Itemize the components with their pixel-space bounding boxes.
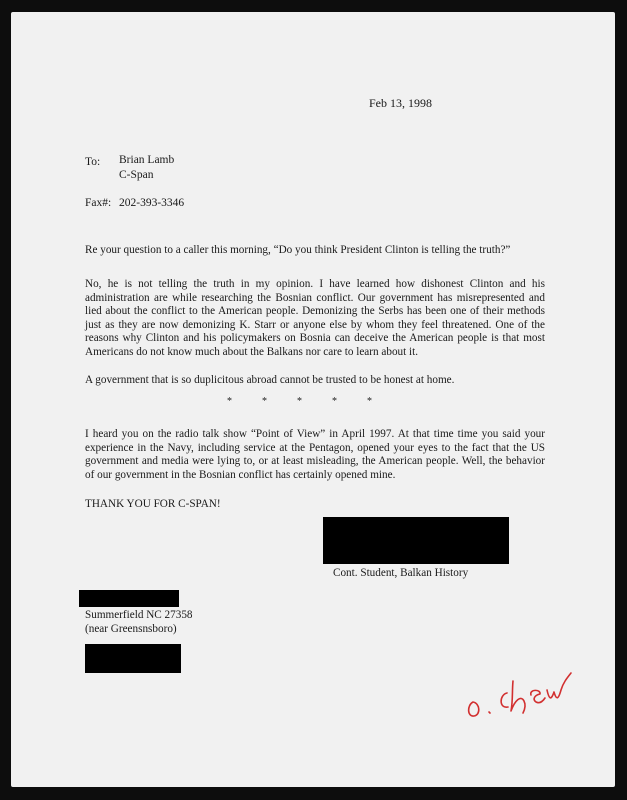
paragraph-government: A government that is so duplicitous abroad cannot be trusted to be honest at home. <box>85 374 455 386</box>
letter-date: Feb 13, 1998 <box>369 96 432 110</box>
paragraph-question: Re your question to a caller this morning, “Do you think President Clinton is telling the truth?” <box>85 244 511 256</box>
address-line-1: Summerfield NC 27358 <box>85 609 193 621</box>
redacted-phone <box>85 644 181 673</box>
paragraph-opinion: No, he is not telling the truth in my opinion. I have learned how dishonest Clinton and his administration are while researching the Bosnian conflict. Our government has misrepresented and lied about the conflict to the American people. Demonizing the Serbs has been one of their methods just as they are now demonizing K. Starr or anyone else by whom they feel threatened. One of the reasons why Clinton and his policymakers on Bosnia can deceive the American people is that most Americans do not know much about the Balkans nor care to learn about it. <box>85 278 545 358</box>
fax-number: 202-393-3346 <box>119 197 185 209</box>
fax-label: Fax#: <box>85 197 112 209</box>
redacted-sender-name <box>79 590 179 607</box>
to-label: To: <box>85 156 101 168</box>
separator-star: * <box>367 396 372 407</box>
separator-star: * <box>227 396 232 407</box>
recipient-org: C-Span <box>119 169 154 181</box>
address-line-2: (near Greensnsboro) <box>85 623 177 635</box>
signature-caption: Cont. Student, Balkan History <box>333 567 469 579</box>
recipient-name: Brian Lamb <box>119 154 175 166</box>
redacted-signature <box>323 517 509 564</box>
handwritten-annotation <box>463 645 603 725</box>
paragraph-radio-show: I heard you on the radio talk show “Point of View” in April 1997. At that time time you said your experience in the Navy, including service at the Pentagon, opened your eyes to the fact that the US government and media were lying to, or at least misleading, the American people. Well, the behavior of our government in the Bosnian conflict has certainly opened mine. <box>85 428 545 481</box>
recipient-block <box>119 153 174 183</box>
sender-address <box>85 608 193 636</box>
separator-star: * <box>332 396 337 407</box>
letter-page <box>11 12 615 787</box>
separator-star: * <box>262 396 267 407</box>
separator-star: * <box>297 396 302 407</box>
closing-line: THANK YOU FOR C-SPAN! <box>85 498 221 510</box>
section-separator <box>227 396 402 407</box>
